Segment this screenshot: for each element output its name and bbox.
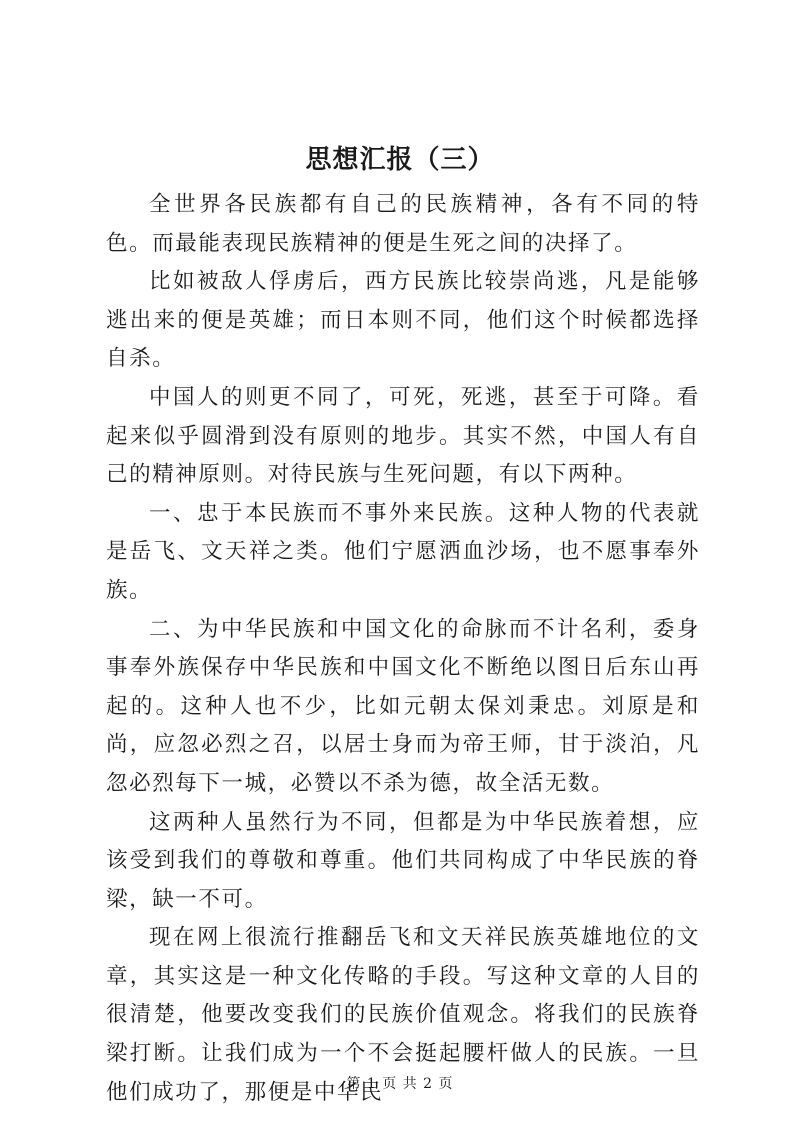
paragraph-2: 比如被敌人俘虏后，西方民族比较崇尚逃，凡是能够逃出来的便是英雄；而日本则不同，他们这个时候都选择自杀。 (106, 269, 700, 372)
paragraph-7: 现在网上很流行推翻岳飞和文天祥民族英雄地位的文章，其实这是一种文化传略的手段。写这种文章的人目的很清楚，他要改变我们的民族价值观念。将我们的民族脊梁打断。让我们成为一个不会挺起腰杆做人的民族。一旦他们成功了，那便是中华民 (106, 925, 700, 1105)
paragraph-6: 这两种人虽然行为不同，但都是为中华民族着想，应该受到我们的尊敬和尊重。他们共同构成了中华民族的脊梁，缺一不可。 (106, 809, 700, 912)
page-footer: 第 1 页 共 2 页 (346, 1076, 454, 1092)
paragraph-3: 中国人的则更不同了，可死，死逃，甚至于可降。看起来似乎圆滑到没有原则的地步。其实不然，中国人有自己的精神原则。对待民族与生死问题，有以下两种。 (106, 384, 700, 488)
paragraph-1: 全世界各民族都有自己的民族精神，各有不同的特色。而最能表现民族精神的便是生死之间的决择了。 (106, 192, 700, 256)
paragraph-4: 一、忠于本民族而不事外来民族。这种人物的代表就是岳飞、文天祥之类。他们宁愿洒血沙场，也不愿事奉外族。 (106, 500, 700, 603)
document-title: 思想汇报（三） (305, 145, 495, 175)
paragraph-5: 二、为中华民族和中国文化的命脉而不计名利，委身事奉外族保存中华民族和中国文化不断绝以图日后东山再起的。这种人也不少，比如元朝太保刘秉忠。刘原是和尚，应忽必烈之召，以居士身而为帝王师，甘于淡泊，凡忽必烈每下一城，必赞以不杀为德，故全活无数。 (106, 616, 700, 796)
document-body (106, 186, 700, 1112)
